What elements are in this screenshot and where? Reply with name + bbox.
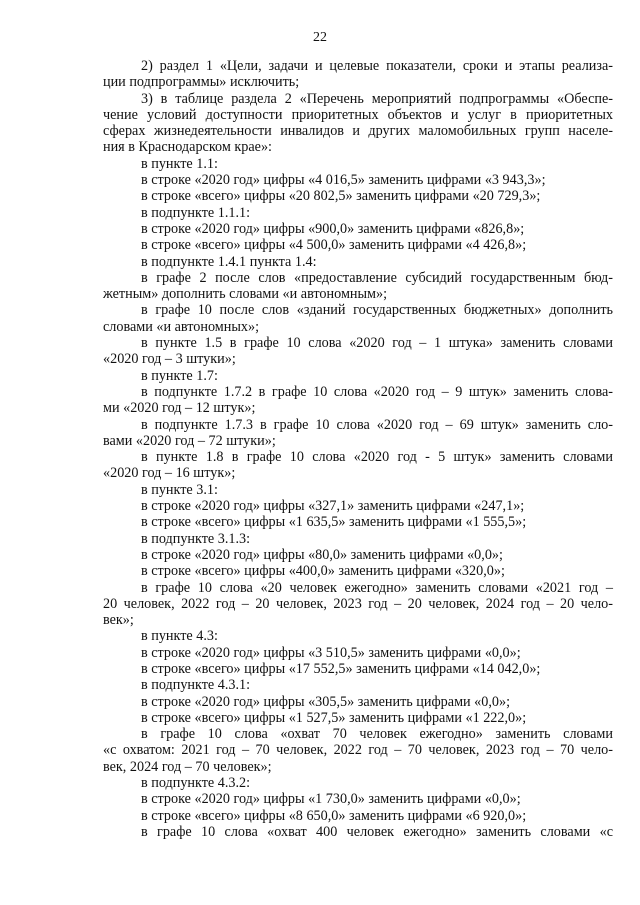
text-line: в графе 10 после слов «зданий государственных бюджетных» дополнить (141, 302, 613, 319)
text-line: ния в Краснодарском крае»: (103, 139, 272, 156)
text-line: в строке «2020 год» цифры «900,0» заменить цифрами «826,8»; (141, 220, 525, 237)
text-line: в строке «всего» цифры «1 527,5» заменить цифрами «1 222,0»; (141, 709, 527, 726)
text-line: в строке «2020 год» цифры «1 730,0» заменить цифрами «0,0»; (141, 791, 521, 808)
text-line: в строке «всего» цифры «1 635,5» заменить цифрами «1 555,5»; (141, 514, 527, 531)
text-line: век»; (103, 612, 134, 629)
text-line: в строке «всего» цифры «8 650,0» заменить цифрами «6 920,0»; (141, 807, 527, 824)
text-line: 2) раздел 1 «Цели, задачи и целевые показатели, сроки и этапы реализа- (141, 58, 613, 74)
text-line: в подпункте 3.1.3: (141, 530, 251, 547)
document-body (103, 58, 613, 840)
text-line: вами «2020 год – 72 штуки»; (103, 432, 276, 449)
text-line: в подпункте 1.4.1 пункта 1.4: (141, 253, 317, 270)
text-line: чение условий доступности приоритетных объектов и услуг в приоритетных (103, 106, 613, 123)
text-line: в строке «2020 год» цифры «327,1» заменить цифрами «247,1»; (141, 498, 525, 515)
text-line: в графе 2 после слов «предоставление субсидий государственным бюд- (141, 269, 613, 286)
page-number: 22 (313, 30, 327, 45)
text-line: 3) в таблице раздела 2 «Перечень мероприятий подпрограммы «Обеспе- (141, 90, 613, 107)
text-line: «2020 год – 3 штуки»; (103, 351, 236, 368)
text-line: в пункте 1.1: (141, 155, 218, 172)
text-line: ции подпрограммы» исключить; (103, 74, 300, 91)
text-line: «с охватом: 2021 год – 70 человек, 2022 год – 70 человек, 2023 год – 70 чело- (103, 742, 613, 759)
text-line: «2020 год – 16 штук»; (103, 465, 236, 482)
text-line: в графе 10 слова «охват 400 человек ежегодно» заменить словами «с (141, 823, 613, 840)
text-line: в пункте 4.3: (141, 628, 218, 645)
text-line: в строке «2020 год» цифры «4 016,5» заменить цифрами «3 943,3»; (141, 172, 546, 189)
text-line: в подпункте 4.3.1: (141, 677, 251, 694)
text-line: в графе 10 слова «охват 70 человек ежегодно» заменить словами (141, 726, 613, 743)
text-line: век, 2024 год – 70 человек»; (103, 758, 272, 775)
text-line: в графе 10 слова «20 человек ежегодно» заменить словами «2021 год – (141, 579, 613, 596)
text-line: в пункте 1.5 в графе 10 слова «2020 год – 1 штука» заменить словами (141, 335, 613, 352)
text-line: в строке «2020 год» цифры «80,0» заменить цифрами «0,0»; (141, 546, 503, 563)
text-line: в строке «всего» цифры «20 802,5» заменить цифрами «20 729,3»; (141, 188, 541, 205)
text-line: в подпункте 1.7.2 в графе 10 слова «2020 год – 9 штук» заменить слова- (141, 383, 613, 400)
text-line: ми «2020 год – 12 штук»; (103, 400, 256, 417)
text-line: в подпункте 1.7.3 в графе 10 слова «2020 год – 69 штук» заменить сло- (141, 416, 613, 433)
text-line: в строке «всего» цифры «17 552,5» заменить цифрами «14 042,0»; (141, 660, 541, 677)
text-line: в пункте 3.1: (141, 481, 218, 498)
text-line: в строке «всего» цифры «4 500,0» заменить цифрами «4 426,8»; (141, 237, 527, 254)
text-line: сферах жизнедеятельности инвалидов и других маломобильных групп населе- (103, 123, 613, 140)
text-line: в подпункте 4.3.2: (141, 775, 251, 792)
text-line: жетным» дополнить словами «и автономным»; (103, 286, 388, 303)
text-line: в пункте 1.7: (141, 367, 218, 384)
text-line: словами «и автономных»; (103, 318, 260, 335)
text-line: в подпункте 1.1.1: (141, 204, 251, 221)
text-line: 20 человек, 2022 год – 20 человек, 2023 год – 20 человек, 2024 год – 20 чело- (103, 595, 613, 612)
text-line: в строке «2020 год» цифры «305,5» заменить цифрами «0,0»; (141, 693, 511, 710)
text-line: в строке «всего» цифры «400,0» заменить цифрами «320,0»; (141, 563, 505, 580)
text-line: в строке «2020 год» цифры «3 510,5» заменить цифрами «0,0»; (141, 644, 521, 661)
text-line: в пункте 1.8 в графе 10 слова «2020 год - 5 штук» заменить словами (141, 449, 613, 466)
